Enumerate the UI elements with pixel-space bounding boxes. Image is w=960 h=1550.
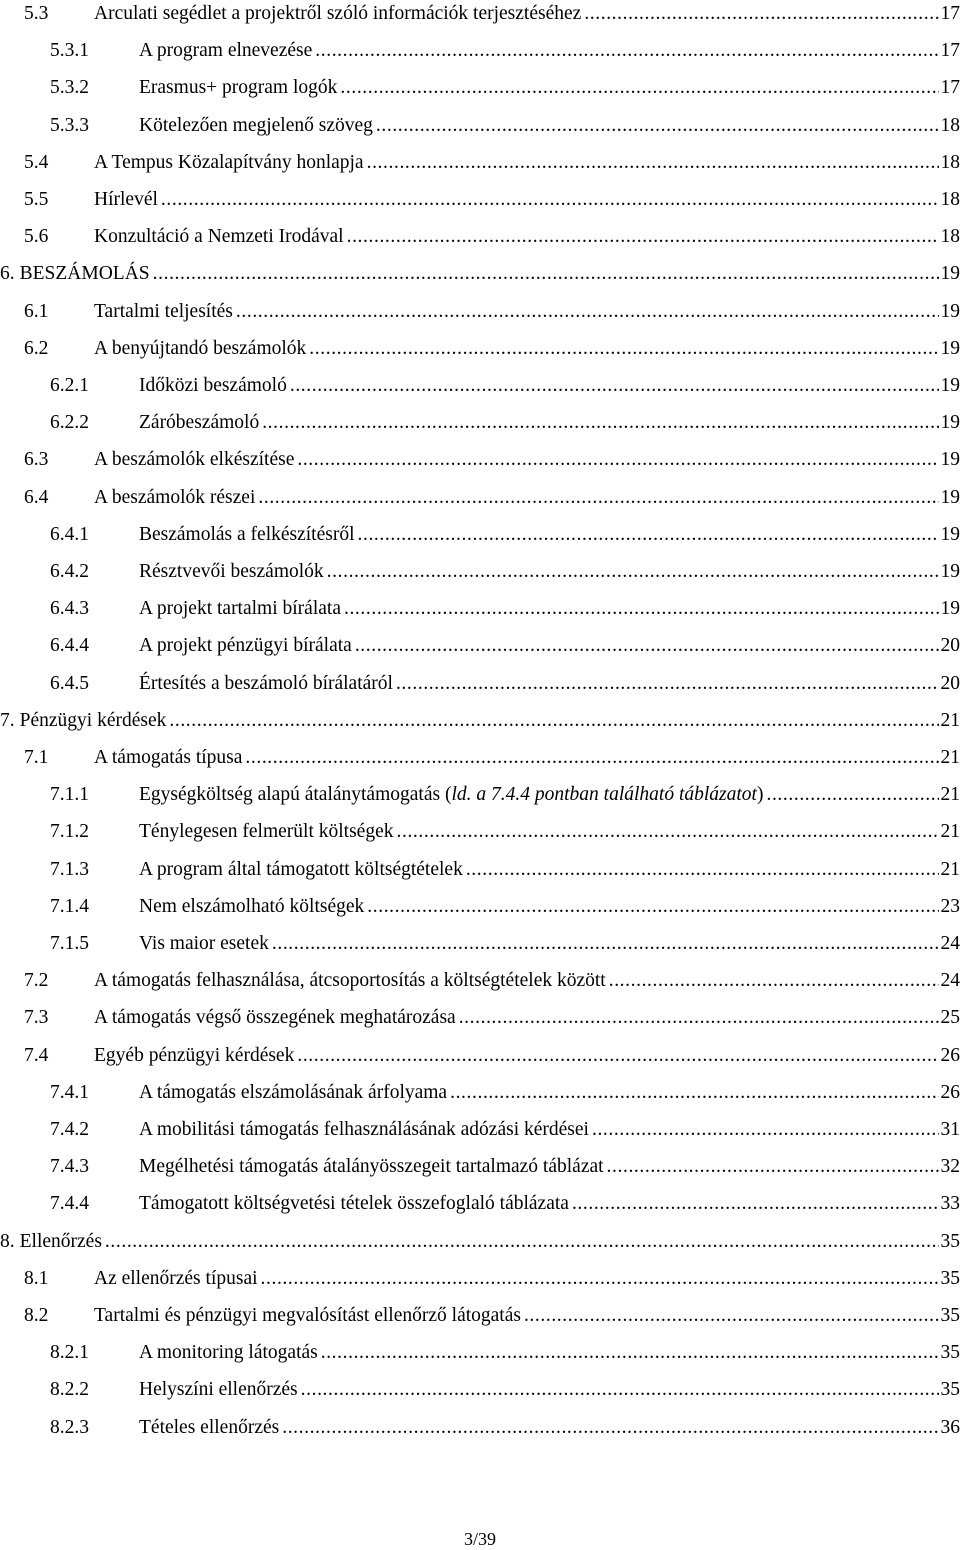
toc-entry-number: 7.3	[24, 1007, 49, 1029]
toc-entry-number: 7.1.2	[50, 821, 89, 843]
toc-dot-leader	[327, 559, 939, 585]
toc-entry-page: 21	[940, 858, 960, 880]
toc-entry[interactable]	[50, 782, 960, 808]
toc-entry[interactable]	[24, 1005, 960, 1031]
toc-dot-leader	[272, 931, 939, 957]
toc-entry-title	[94, 1266, 258, 1292]
toc-dot-leader	[161, 187, 939, 213]
toc-entry-title	[139, 894, 364, 920]
toc-entry-title-text: Kötelezően megjelenő szöveg	[139, 114, 373, 136]
toc-entry-title	[94, 1005, 456, 1031]
toc-entry-title-text: BESZÁMOLÁS	[19, 263, 150, 285]
toc-entry-page: 26	[940, 1081, 960, 1103]
toc-entry[interactable]	[24, 447, 960, 473]
toc-entry-title-text: Egyéb pénzügyi kérdések	[94, 1044, 295, 1066]
toc-entry[interactable]	[50, 38, 960, 64]
toc-entry-title-suffix: )	[756, 784, 764, 806]
toc-entry-page: 23	[940, 895, 960, 917]
toc-entry-title-text: Résztvevői beszámolók	[139, 561, 324, 582]
toc-entry-title-text: A program elnevezése	[139, 40, 313, 62]
toc-entry[interactable]	[50, 1154, 960, 1180]
toc-entry[interactable]	[50, 75, 960, 101]
toc-dot-leader	[261, 1266, 939, 1292]
toc-entry-page: 21	[940, 709, 960, 731]
toc-entry-title-text: Időközi beszámoló	[139, 375, 287, 396]
toc-entry[interactable]	[50, 1191, 960, 1217]
toc-entry-title	[94, 485, 255, 511]
toc-entry-number: 5.3.3	[50, 114, 89, 136]
toc-entry-title	[139, 1377, 298, 1403]
toc-dot-leader	[609, 968, 939, 994]
toc-entry[interactable]	[24, 299, 960, 325]
toc-entry-page: 19	[940, 523, 960, 545]
toc-dot-leader	[282, 1415, 938, 1441]
toc-entry-number: 7.4.2	[50, 1119, 89, 1140]
toc-entry-title	[94, 187, 158, 213]
toc-entry-title	[20, 708, 167, 734]
toc-entry-title-text: Nem elszámolható költségek	[139, 895, 365, 917]
toc-entry-title	[94, 447, 294, 473]
toc-dot-leader	[105, 1229, 939, 1255]
toc-entry-page: 18	[940, 226, 960, 248]
toc-entry-number: 6.2.2	[50, 412, 89, 434]
toc-entry-page: 19	[940, 300, 960, 322]
toc-entry-title-text: A projekt pénzügyi bírálata	[139, 635, 352, 657]
toc-entry[interactable]	[50, 894, 960, 920]
toc-entry-page: 21	[940, 784, 960, 806]
toc-entry-title-text: Ténylegesen felmerült költségek	[139, 821, 394, 843]
toc-entry-page: 36	[940, 1416, 960, 1438]
toc-dot-leader	[355, 633, 939, 659]
toc-dot-leader	[367, 150, 939, 176]
toc-entry-title	[139, 596, 341, 622]
toc-dot-leader	[297, 1043, 938, 1069]
toc-entry-page: 17	[940, 77, 960, 99]
toc-entry-page: 20	[940, 635, 960, 657]
toc-dot-leader	[290, 373, 939, 399]
toc-dot-leader	[297, 447, 938, 473]
toc-entry-number: 5.6	[24, 226, 49, 248]
toc-entry-page: 18	[940, 151, 960, 173]
toc-entry-number: 6.1	[24, 300, 49, 322]
toc-entry-title-text: Arculati segédlet a projektről szóló információk terjesztéséhez	[94, 3, 582, 24]
toc-entry-title-text: A beszámolók elkészítése	[94, 449, 295, 471]
toc-entry-number: 6.3	[24, 449, 49, 471]
toc-entry-title	[139, 113, 373, 139]
toc-entry-page: 20	[940, 672, 960, 694]
toc-dot-leader	[766, 782, 938, 808]
toc-entry-title	[139, 633, 352, 659]
toc-entry-number: 7.1.5	[50, 933, 89, 954]
toc-entry-number: 7.4.3	[50, 1156, 89, 1178]
toc-entry[interactable]	[24, 1043, 960, 1069]
toc-entry[interactable]	[50, 931, 960, 957]
toc-entry-page: 19	[940, 337, 960, 359]
toc-entry-title-text: Erasmus+ program logók	[139, 77, 338, 99]
toc-entry[interactable]	[24, 150, 960, 176]
toc-entry-page: 21	[940, 821, 960, 843]
toc-entry[interactable]	[24, 745, 960, 771]
toc-entry-number: 5.5	[24, 189, 49, 210]
toc-entry[interactable]	[0, 708, 960, 734]
toc-entry-number: 6.4	[24, 486, 49, 508]
toc-entry-title	[139, 671, 393, 697]
toc-entry-title-text: Záróbeszámoló	[139, 412, 260, 434]
toc-entry-title	[139, 857, 463, 883]
toc-entry-page: 19	[940, 449, 960, 471]
toc-dot-leader	[376, 113, 939, 139]
toc-entry-title	[139, 931, 269, 957]
toc-entry-title-text: Egységköltség alapú átalánytámogatás (	[139, 784, 452, 806]
toc-entry-page: 18	[940, 114, 960, 136]
toc-entry-title	[139, 373, 287, 399]
toc-entry-number: 7.1	[24, 747, 49, 768]
toc-entry[interactable]	[50, 522, 960, 548]
toc-dot-leader	[524, 1303, 939, 1329]
toc-dot-leader	[466, 857, 939, 883]
toc-entry-title-text: Tartalmi teljesítés	[94, 300, 233, 322]
toc-entry-title-text: Helyszíni ellenőrzés	[139, 1379, 298, 1401]
toc-entry[interactable]	[0, 1229, 960, 1255]
toc-entry-title-text: A program által támogatott költségtételek	[139, 858, 463, 880]
toc-entry-number: 7.4	[24, 1044, 49, 1066]
toc-entry-page: 35	[940, 1305, 960, 1326]
page-number: 3/39	[463, 1529, 496, 1549]
toc-entry[interactable]	[50, 1377, 960, 1403]
toc-dot-leader	[607, 1154, 939, 1180]
toc-dot-leader	[262, 410, 938, 436]
toc-entry[interactable]	[50, 857, 960, 883]
toc-entry-title-text: Értesítés a beszámoló bírálatáról	[139, 672, 393, 694]
toc-entry[interactable]	[50, 410, 960, 436]
toc-entry-number: 8.2.2	[50, 1379, 89, 1401]
toc-entry-number: 6.2.1	[50, 375, 89, 396]
toc-entry-page: 19	[940, 598, 960, 620]
toc-entry-page: 19	[940, 412, 960, 434]
toc-entry-title-italic: ld. a 7.4.4 pontban található táblázatot	[451, 784, 757, 806]
toc-entry-number: 6.4.5	[50, 672, 89, 694]
toc-entry-title-text: A projekt tartalmi bírálata	[139, 598, 341, 620]
toc-entry-number: 5.3.1	[50, 40, 89, 62]
toc-entry-page: 32	[940, 1156, 960, 1178]
toc-entry-page: 17	[940, 3, 960, 24]
toc-entry[interactable]	[50, 113, 960, 139]
toc-entry-title-text: A támogatás felhasználása, átcsoportosítás a költségtételek között	[94, 970, 606, 992]
toc-dot-leader	[450, 1080, 938, 1106]
toc-entry-title-text: Tartalmi és pénzügyi megvalósítást ellenőrző látogatás	[94, 1305, 521, 1326]
toc-entry[interactable]	[24, 336, 960, 362]
toc-entry-title-text: A beszámolók részei	[94, 486, 256, 508]
toc-entry-title	[139, 1117, 589, 1143]
toc-entry-page: 17	[940, 40, 960, 62]
toc-entry-page: 26	[940, 1044, 960, 1066]
toc-entry-title-text: Megélhetési támogatás átalányösszegeit tartalmazó táblázat	[139, 1156, 604, 1178]
toc-entry-number: 6.4.3	[50, 598, 89, 620]
toc-entry-page: 35	[940, 1379, 960, 1401]
toc-dot-leader	[396, 671, 939, 697]
toc-entry-number: 6.4.2	[50, 561, 89, 582]
toc-entry-number: 7.	[0, 709, 15, 731]
toc-entry[interactable]	[24, 485, 960, 511]
toc-entry-page: 33	[940, 1193, 960, 1215]
toc-dot-leader	[245, 745, 938, 771]
toc-entry-number: 8.1	[24, 1267, 49, 1289]
toc-dot-leader	[367, 894, 938, 920]
toc-entry-page: 19	[940, 375, 960, 396]
toc-entry-title	[94, 150, 364, 176]
toc-entry-page: 35	[940, 1342, 960, 1364]
toc-dot-leader	[321, 1340, 939, 1366]
toc-dot-leader	[358, 522, 939, 548]
toc-entry-title	[20, 261, 150, 287]
toc-entry-title-text: A támogatás elszámolásának árfolyama	[139, 1081, 448, 1103]
toc-entry-title	[94, 299, 233, 325]
toc-entry-title-text: Vis maior esetek	[139, 933, 269, 954]
toc-entry-title	[94, 336, 306, 362]
toc-dot-leader	[584, 1, 938, 27]
toc-entry[interactable]	[24, 187, 960, 213]
toc-entry-title	[139, 1415, 279, 1441]
toc-entry-title	[139, 1191, 569, 1217]
toc-entry[interactable]	[50, 596, 960, 622]
toc-dot-leader	[459, 1005, 939, 1031]
toc-entry-title-text: A Tempus Közalapítvány honlapja	[94, 151, 364, 173]
toc-entry-number: 6.	[0, 263, 15, 285]
toc-dot-leader	[397, 819, 939, 845]
toc-entry-page: 35	[940, 1267, 960, 1289]
toc-dot-leader	[572, 1191, 939, 1217]
toc-entry-number: 7.4.4	[50, 1193, 89, 1215]
toc-entry[interactable]	[24, 1266, 960, 1292]
toc-entry-title	[94, 1, 581, 27]
toc-dot-leader	[236, 299, 939, 325]
toc-entry-title	[139, 75, 337, 101]
toc-entry[interactable]	[50, 671, 960, 697]
toc-entry-title	[20, 1229, 102, 1255]
toc-dot-leader	[347, 224, 939, 250]
toc-entry-number: 8.2.1	[50, 1342, 89, 1364]
toc-dot-leader	[315, 38, 938, 64]
toc-entry-title	[139, 782, 763, 808]
toc-dot-leader	[592, 1117, 939, 1143]
toc-entry-title	[94, 224, 344, 250]
toc-entry-number: 6.4.1	[50, 523, 89, 545]
toc-entry-number: 5.4	[24, 151, 49, 173]
toc-entry[interactable]	[50, 373, 960, 399]
toc-entry-page: 19	[940, 561, 960, 582]
toc-dot-leader	[301, 1377, 939, 1403]
toc-entry[interactable]	[24, 224, 960, 250]
toc-entry-title-text: Az ellenőrzés típusai	[94, 1267, 258, 1289]
toc-entry-page: 19	[940, 486, 960, 508]
toc-entry-number: 8.2.3	[50, 1416, 89, 1438]
toc-entry-title	[139, 559, 324, 585]
toc-entry-number: 5.3.2	[50, 77, 89, 99]
toc-entry-title-text: Tételes ellenőrzés	[139, 1416, 280, 1438]
toc-entry-number: 8.	[0, 1230, 15, 1252]
toc-entry[interactable]	[50, 559, 960, 585]
toc-entry-number: 7.4.1	[50, 1081, 89, 1103]
toc-entry-number: 5.3	[24, 3, 49, 24]
toc-entry-title-text: Támogatott költségvetési tételek összefoglaló táblázata	[139, 1193, 569, 1215]
toc-entry-page: 35	[940, 1230, 960, 1252]
toc-entry-title	[139, 1080, 447, 1106]
toc-dot-leader	[340, 75, 938, 101]
toc-entry[interactable]	[50, 1415, 960, 1441]
toc-entry-page: 31	[940, 1119, 960, 1140]
toc-entry-title-text: A támogatás végső összegének meghatározása	[94, 1007, 456, 1029]
toc-entry-page: 18	[940, 189, 960, 210]
toc-entry[interactable]	[24, 1303, 960, 1329]
toc-entry[interactable]	[24, 968, 960, 994]
toc-entry-title-text: Hírlevél	[94, 189, 158, 210]
toc-entry-title	[94, 968, 606, 994]
toc-dot-leader	[309, 336, 938, 362]
toc-entry[interactable]	[50, 1340, 960, 1366]
toc-entry-number: 7.1.1	[50, 784, 89, 806]
toc-entry-title	[139, 1154, 604, 1180]
toc-entry-page: 24	[940, 933, 960, 954]
toc-entry-title-text: Konzultáció a Nemzeti Irodával	[94, 226, 344, 248]
toc-dot-leader	[169, 708, 938, 734]
toc-entry[interactable]	[50, 819, 960, 845]
toc-entry-title-text: A monitoring látogatás	[139, 1342, 318, 1364]
toc-entry-page: 25	[940, 1007, 960, 1029]
toc-entry-title-text: A benyújtandó beszámolók	[94, 337, 307, 359]
toc-entry-title-text: A mobilitási támogatás felhasználásának adózási kérdései	[139, 1119, 589, 1140]
toc-entry-number: 6.4.4	[50, 635, 89, 657]
toc-entry-number: 7.1.3	[50, 858, 89, 880]
toc-entry-title	[94, 1043, 294, 1069]
toc-entry-title	[139, 522, 355, 548]
toc-entry-title	[139, 819, 394, 845]
toc-entry-title-text: Ellenőrzés	[19, 1230, 102, 1252]
toc-entry-title-text: Beszámolás a felkészítésről	[139, 523, 355, 545]
toc-entry-number: 6.2	[24, 337, 49, 359]
toc-entry-page: 21	[940, 747, 960, 768]
toc-entry[interactable]	[50, 633, 960, 659]
toc-dot-leader	[344, 596, 939, 622]
toc-entry[interactable]	[24, 1, 960, 27]
toc-entry[interactable]	[50, 1080, 960, 1106]
toc-entry-number: 7.1.4	[50, 895, 89, 917]
toc-entry-page: 24	[940, 970, 960, 992]
toc-entry[interactable]	[50, 1117, 960, 1143]
toc-entry-title	[94, 745, 242, 771]
toc-entry-page: 19	[940, 263, 960, 285]
toc-dot-leader	[153, 261, 939, 287]
toc-entry-title-text: Pénzügyi kérdések	[19, 709, 167, 731]
toc-entry-title	[139, 38, 312, 64]
toc-entry-number: 7.2	[24, 970, 49, 992]
toc-entry-title	[94, 1303, 521, 1329]
toc-entry-number: 8.2	[24, 1305, 49, 1326]
toc-entry-title-text: A támogatás típusa	[94, 747, 243, 768]
toc-entry-title	[139, 410, 259, 436]
toc-dot-leader	[258, 485, 938, 511]
toc-entry[interactable]	[0, 261, 960, 287]
toc-entry-title	[139, 1340, 318, 1366]
